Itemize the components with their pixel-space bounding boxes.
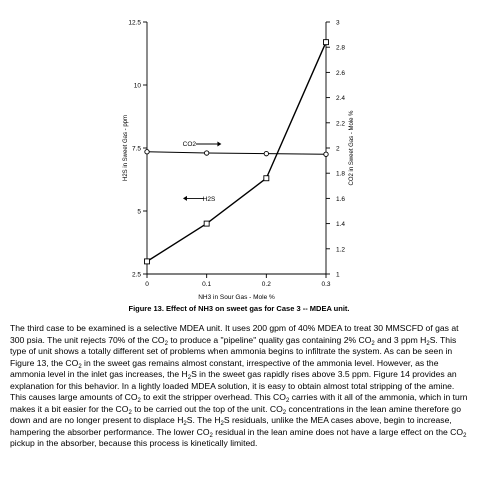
series-line-co2 bbox=[147, 152, 326, 155]
text-run: S. This type of unit shows a totally different set of problems when ammonia begins to infiltrate the system. As can be seen in Figure 13, the CO bbox=[10, 334, 457, 368]
chart-axes bbox=[143, 22, 330, 278]
right-tick-label: 1 bbox=[336, 271, 340, 279]
subscript: 2 bbox=[164, 340, 168, 347]
text-run: and 3 ppm H bbox=[374, 334, 427, 345]
figure-caption: Figure 13. Effect of NH3 on sweet gas for Case 3 -- MDEA unit. bbox=[128, 304, 350, 313]
subscript: 2 bbox=[183, 421, 187, 428]
text-run: to produce a "pipeline" quality gas containing 2% CO bbox=[167, 334, 372, 345]
data-point-circle bbox=[324, 152, 328, 156]
right-tick-label: 1.2 bbox=[336, 246, 346, 254]
data-point-circle bbox=[145, 150, 149, 154]
left-tick-label: 5 bbox=[137, 208, 141, 216]
subscript: 2 bbox=[78, 363, 82, 370]
left-tick-label: 7.5 bbox=[131, 145, 141, 153]
text-run: The third case to be examined is a selective MDEA unit. It uses 200 gpm of 40% MDEA to treat 30 MMSCFD of gas at 300 psia. The unit rejects 70% of the CO bbox=[10, 323, 459, 345]
right-tick-label: 2 bbox=[336, 145, 340, 153]
subscript: 2 bbox=[209, 432, 213, 439]
data-point-square bbox=[204, 221, 209, 226]
subscript: 2 bbox=[426, 340, 430, 347]
right-tick-label: 2.8 bbox=[336, 44, 346, 52]
co2-series-label: CO2 bbox=[182, 141, 197, 148]
x-tick-label: 0.3 bbox=[321, 281, 331, 288]
subscript: 2 bbox=[463, 432, 467, 439]
text-run: S residuals, unlike the MEA cases above, begin to increase, hampering the absorber performance. The lower CO bbox=[10, 415, 452, 437]
data-point-square bbox=[324, 40, 329, 45]
subscript: 2 bbox=[220, 421, 224, 428]
right-tick-label: 2.6 bbox=[336, 69, 346, 77]
data-point-square bbox=[145, 259, 150, 264]
text-run: carries with it all of the ammonia, which in turn makes it a bit easier for the CO bbox=[10, 392, 468, 414]
h2s-arrow-head bbox=[183, 196, 187, 201]
right-tick-label: 1.6 bbox=[336, 195, 346, 203]
text-run: S. The H bbox=[186, 415, 221, 426]
series-line-h2s bbox=[147, 42, 326, 261]
co2-arrow-head bbox=[217, 142, 221, 147]
right-axis-title: CO2 in Sweet Gas - Mole % bbox=[349, 110, 355, 186]
text-run: to be carried out the top of the unit. CO bbox=[131, 403, 283, 414]
subscript: 2 bbox=[187, 375, 192, 382]
right-tick-label: 2.4 bbox=[336, 95, 346, 103]
x-tick-label: 0.1 bbox=[202, 281, 212, 288]
chart-marks bbox=[145, 40, 329, 264]
x-tick-label: 0.2 bbox=[261, 281, 271, 288]
text-run: residual in the lean amine does not have a large effect on the CO bbox=[212, 426, 464, 437]
data-point-square bbox=[264, 176, 269, 181]
body-paragraph bbox=[10, 323, 472, 450]
data-point-circle bbox=[264, 151, 268, 155]
left-tick-label: 12.5 bbox=[128, 19, 141, 27]
left-tick-label: 2.5 bbox=[131, 271, 141, 279]
subscript: 2 bbox=[282, 409, 287, 416]
right-tick-label: 2.2 bbox=[336, 120, 346, 128]
text-run: concentrations in the lean amine therefore go down and are no longer present to displace H bbox=[10, 403, 461, 426]
subscript: 2 bbox=[137, 398, 141, 405]
h2s-series-label: H2S bbox=[202, 195, 216, 203]
subscript: 2 bbox=[128, 409, 132, 416]
right-tick-label: 1.8 bbox=[336, 170, 346, 178]
x-axis-title: NH3 in Sour Gas - Mole % bbox=[198, 294, 275, 301]
chart-labels bbox=[123, 20, 355, 302]
right-tick-label: 3 bbox=[336, 19, 340, 27]
text-run: pickup in the absorber, because this process is kinetically limited. bbox=[10, 438, 258, 449]
subscript: 2 bbox=[371, 340, 375, 347]
left-axis-title: H2S in Sweet Gas - ppm bbox=[123, 114, 129, 182]
data-point-circle bbox=[204, 151, 208, 155]
x-tick-label: 0 bbox=[145, 281, 149, 288]
text-run: S in the sweet gas rapidly rises above 3.5 ppm. Figure 14 provides an explanation for this behavior. In a lightly loaded MDEA solution, it is easy to obtain almost total stripping of the amine. This causes large amounts of CO bbox=[10, 369, 457, 403]
subscript: 2 bbox=[285, 398, 290, 405]
text-run: to exit the stripper overhead. This CO bbox=[140, 392, 286, 403]
text-run: in the sweet gas remains almost constant, irrespective of the ammonia level. However, as the ammonia level in the inlet gas increases, the H bbox=[10, 357, 439, 380]
right-tick-label: 1.4 bbox=[336, 221, 346, 229]
left-tick-label: 10 bbox=[133, 82, 141, 90]
